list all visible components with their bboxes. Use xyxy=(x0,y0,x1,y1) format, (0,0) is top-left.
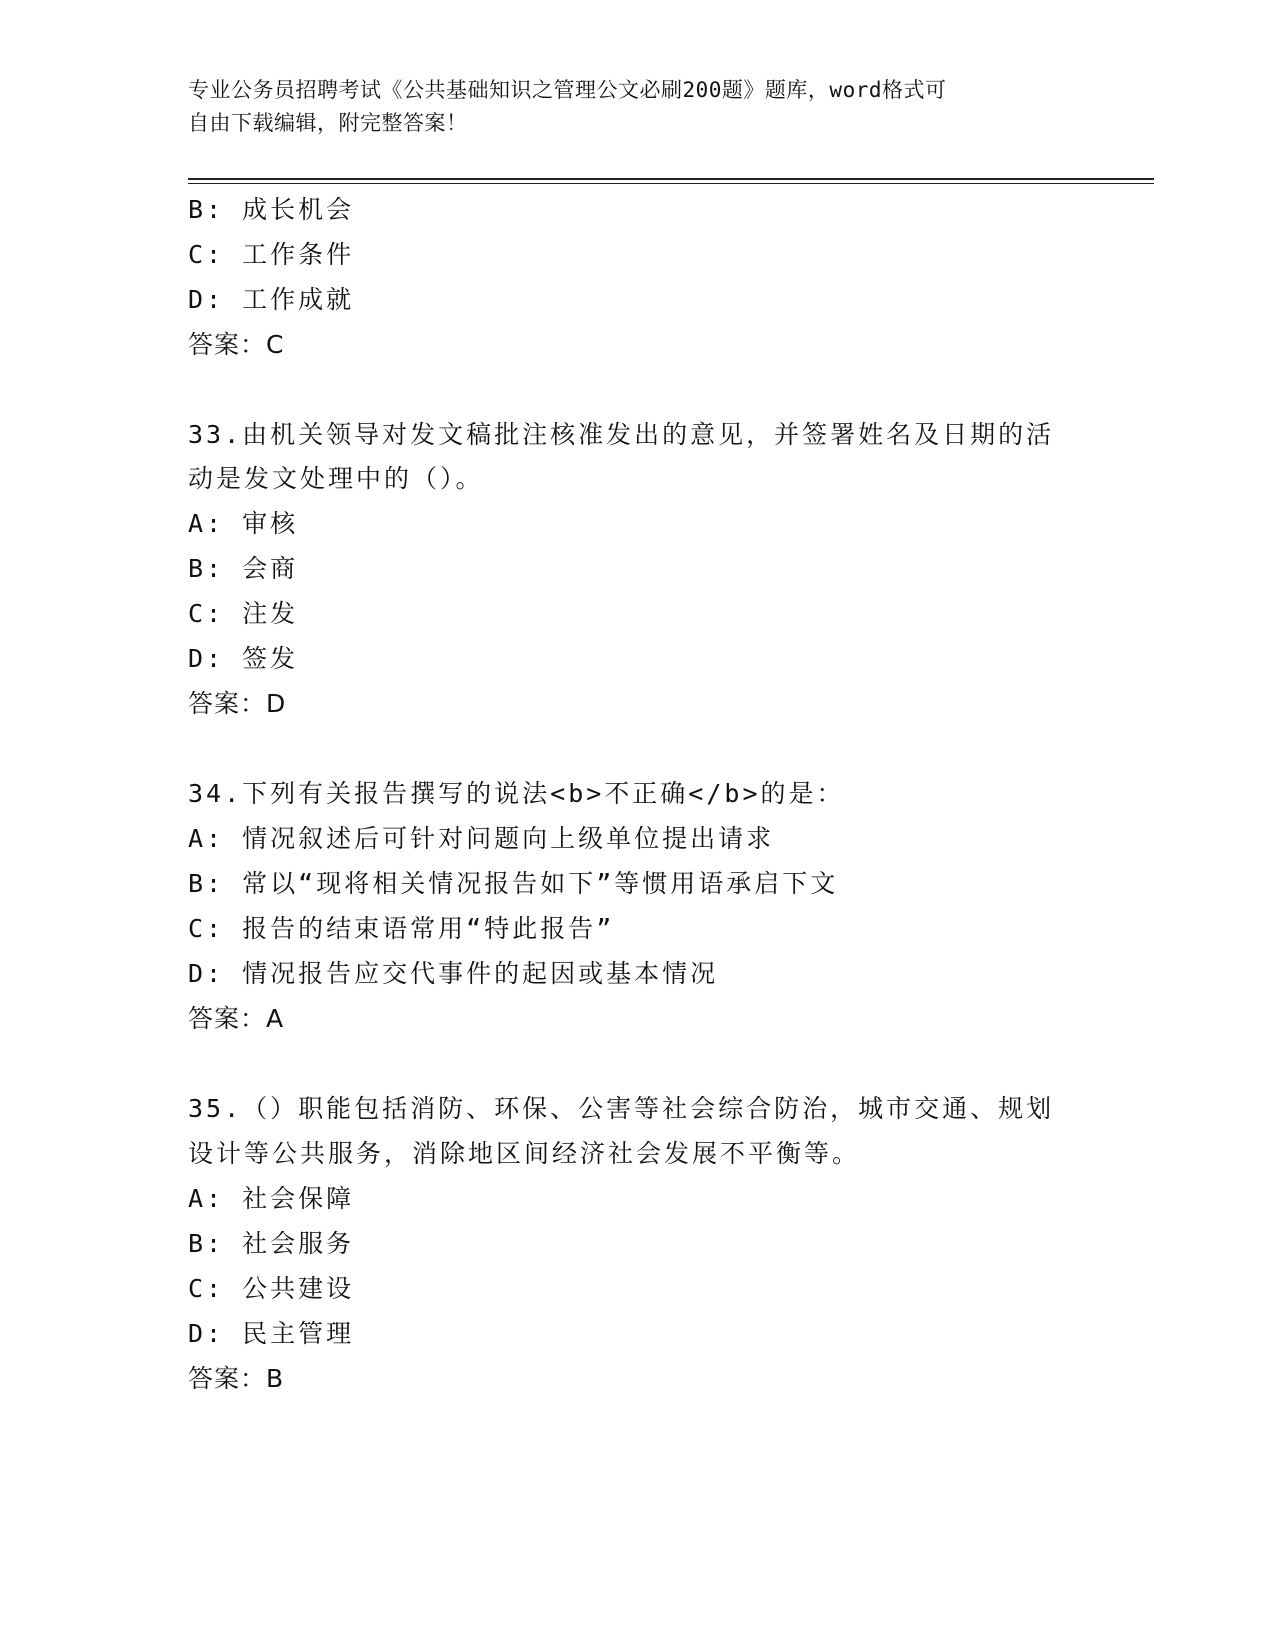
q34-option-c: C: 报告的结束语常用“特此报告” xyxy=(188,914,615,943)
document-header xyxy=(188,74,1088,140)
header-rule-thick xyxy=(188,178,1154,180)
q34-answer: 答案：A xyxy=(188,1004,285,1033)
q35-option-c: C: 公共建设 xyxy=(188,1274,355,1303)
q33-stem-line-2: 动是发文处理中的（）。 xyxy=(188,464,484,493)
q32-option-d: D: 工作成就 xyxy=(188,285,355,314)
q33-option-d: D: 签发 xyxy=(188,644,299,673)
q33-stem-line-1: 33.由机关领导对发文稿批注核准发出的意见，并签署姓名及日期的活 xyxy=(188,420,1055,449)
header-rule-thin xyxy=(188,183,1154,184)
q33-option-b: B: 会商 xyxy=(188,554,299,583)
q34-option-b: B: 常以“现将相关情况报告如下”等惯用语承启下文 xyxy=(188,869,839,898)
q32-option-c: C: 工作条件 xyxy=(188,240,355,269)
q33-answer: 答案：D xyxy=(188,689,287,718)
q34-option-d: D: 情况报告应交代事件的起因或基本情况 xyxy=(188,959,719,988)
q35-answer: 答案：B xyxy=(188,1364,285,1393)
q32-answer: 答案：C xyxy=(188,330,285,359)
q35-stem-line-2: 设计等公共服务，消除地区间经济社会发展不平衡等。 xyxy=(188,1139,861,1168)
q35-option-d: D: 民主管理 xyxy=(188,1319,355,1348)
q35-stem-line-1: 35.（）职能包括消防、环保、公害等社会综合防治，城市交通、规划 xyxy=(188,1094,1055,1123)
header-line-2: 自由下载编辑，附完整答案！ xyxy=(188,111,468,135)
header-line-1: 专业公务员招聘考试《公共基础知识之管理公文必刷200题》题库，word格式可 xyxy=(188,78,947,102)
q35-option-a: A: 社会保障 xyxy=(188,1184,355,1213)
q33-option-a: A: 审核 xyxy=(188,509,299,538)
q33-option-c: C: 注发 xyxy=(188,599,299,628)
q35-option-b: B: 社会服务 xyxy=(188,1229,355,1258)
q34-option-a: A: 情况叙述后可针对问题向上级单位提出请求 xyxy=(188,824,775,853)
q34-stem-line-1: 34.下列有关报告撰写的说法<b>不正确</b>的是： xyxy=(188,779,845,808)
q32-option-b: B: 成长机会 xyxy=(188,195,355,224)
